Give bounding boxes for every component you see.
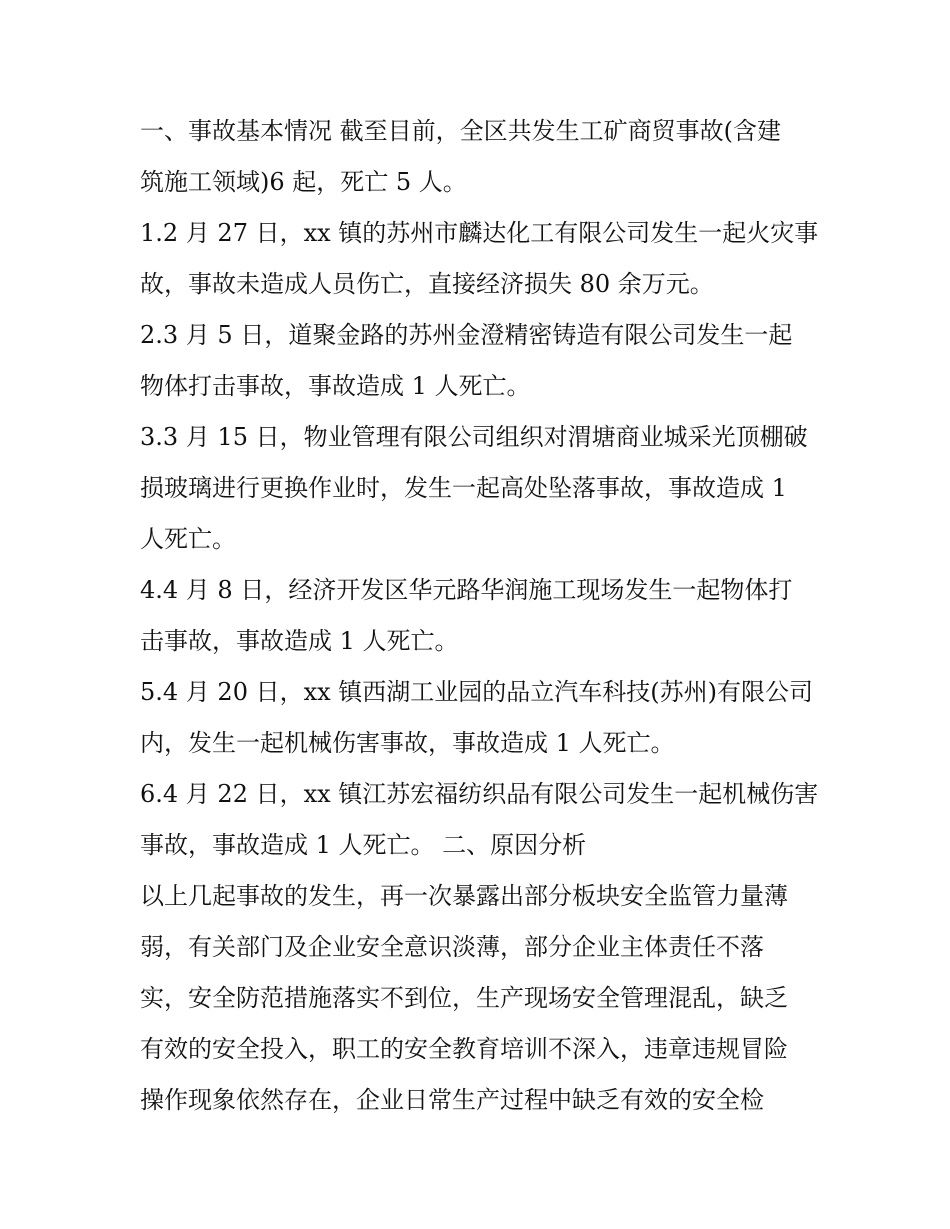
- text-line: 有效的安全投入，职工的安全教育培训不深入，违章违规冒险: [140, 1035, 788, 1063]
- text-line: 内，发生一起机械伤害事故，事故造成 1 人死亡。: [140, 729, 675, 757]
- text-line: 5.4 月 20 日，xx 镇西湖工业园的品立汽车科技(苏州)有限公司: [140, 678, 814, 706]
- text-line: 物体打击事故，事故造成 1 人死亡。: [140, 372, 531, 400]
- text-line: 击事故，事故造成 1 人死亡。: [140, 627, 459, 655]
- text-line: 事故，事故造成 1 人死亡。 二、原因分析: [140, 831, 587, 859]
- text-line: 3.3 月 15 日，物业管理有限公司组织对渭塘商业城采光顶棚破: [140, 423, 808, 451]
- text-line: 1.2 月 27 日，xx 镇的苏州市麟达化工有限公司发生一起火灾事: [140, 219, 819, 247]
- document-body: [140, 106, 830, 1126]
- text-line: 弱，有关部门及企业安全意识淡薄，部分企业主体责任不落: [140, 933, 764, 961]
- text-line: 4.4 月 8 日，经济开发区华元路华润施工现场发生一起物体打: [140, 576, 793, 604]
- text-line: 人死亡。: [140, 525, 236, 553]
- text-line: 6.4 月 22 日，xx 镇江苏宏福纺织品有限公司发生一起机械伤害: [140, 780, 819, 808]
- text-line: 一、事故基本情况 截至目前，全区共发生工矿商贸事故(含建: [140, 117, 781, 145]
- text-line: 故，事故未造成人员伤亡，直接经济损失 80 余万元。: [140, 270, 714, 298]
- text-line: 筑施工领域)6 起，死亡 5 人。: [140, 168, 467, 196]
- text-line: 操作现象依然存在，企业日常生产过程中缺乏有效的安全检: [140, 1086, 764, 1114]
- text-line: 实，安全防范措施落实不到位，生产现场安全管理混乱，缺乏: [140, 984, 788, 1012]
- text-line: 损玻璃进行更换作业时，发生一起高处坠落事故，事故造成 1: [140, 474, 787, 502]
- text-line: 以上几起事故的发生，再一次暴露出部分板块安全监管力量薄: [140, 882, 788, 910]
- text-line: 2.3 月 5 日，道聚金路的苏州金澄精密铸造有限公司发生一起: [140, 321, 793, 349]
